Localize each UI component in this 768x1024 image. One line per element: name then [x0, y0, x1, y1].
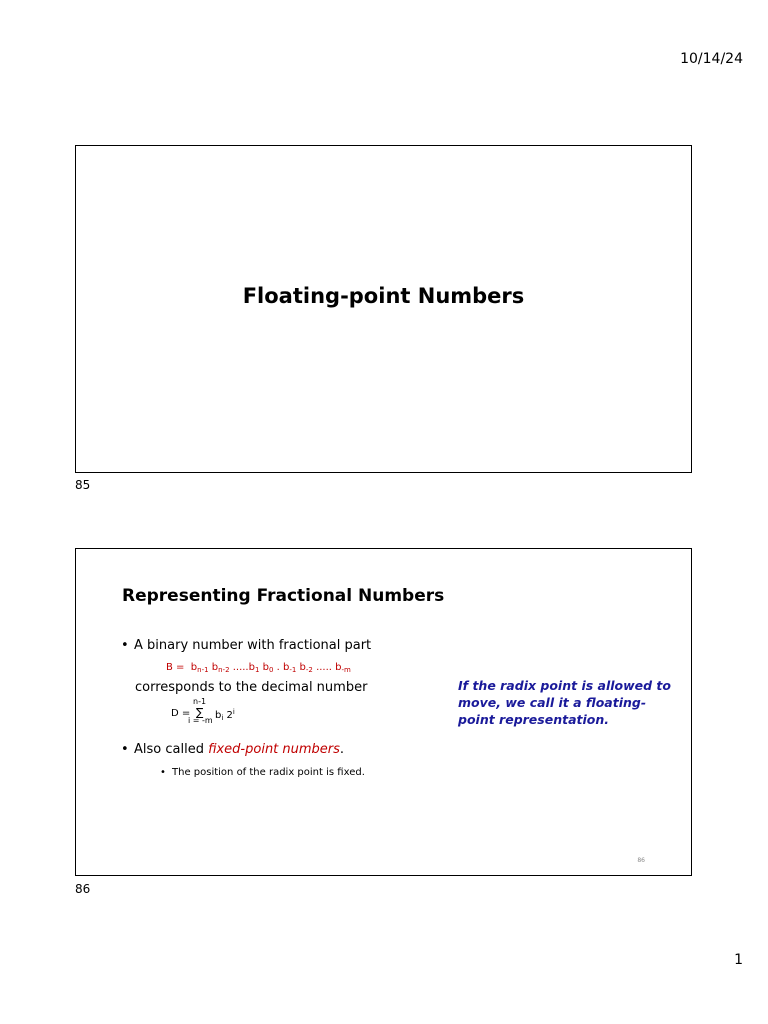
formula-binary: [166, 662, 351, 674]
formula-term: .....b: [232, 662, 255, 673]
slide-86: [75, 548, 692, 876]
bullet-dot: •: [160, 767, 166, 778]
floating-point-callout: If the radix point is allowed to move, we call it a floating-point representation.: [458, 678, 671, 727]
formula-lhs: D =: [171, 708, 191, 719]
sum-term: [215, 708, 235, 722]
subbullet-text: The position of the radix point is fixed.: [172, 767, 365, 778]
formula-term: . b: [276, 662, 290, 673]
formula-subscript: n-1: [197, 666, 209, 674]
bullet-fixed-point: [121, 742, 344, 757]
term-superscript: i: [232, 708, 235, 716]
slide-number-label: 86: [75, 882, 91, 896]
fixed-point-emphasis: fixed-point numbers: [208, 742, 340, 757]
bullet-text: A binary number with fractional part: [134, 638, 372, 653]
formula-subscript: -m: [341, 666, 351, 674]
sum-lower-limit: i = -m: [188, 716, 213, 725]
formula-subscript: -2: [305, 666, 313, 674]
bullet-binary-number: [121, 638, 371, 653]
sigma-symbol: ∑: [196, 706, 204, 719]
formula-term: ..... b: [316, 662, 342, 673]
slide-corner-number: 86: [637, 857, 645, 864]
page-number: 1: [734, 952, 743, 968]
bullet-dot: •: [121, 742, 129, 757]
subbullet-radix-fixed: [160, 767, 365, 778]
document-date: 10/14/24: [680, 51, 743, 67]
slide-85: [75, 145, 692, 473]
bullet-suffix: .: [339, 742, 345, 757]
slide-number-label: 85: [75, 478, 91, 492]
term-base: 2: [226, 710, 233, 721]
formula-term: b: [299, 662, 306, 673]
bullet-text: Also called: [134, 742, 209, 757]
formula-subscript: 1: [254, 666, 260, 674]
term-b: b: [215, 710, 222, 721]
corresponds-text: corresponds to the decimal number: [135, 680, 368, 695]
formula-term: b: [190, 662, 198, 673]
formula-decimal: [171, 697, 251, 729]
slide-title: Floating-point Numbers: [242, 284, 525, 308]
formula-subscript: 0: [268, 666, 274, 674]
formula-term: b: [211, 662, 219, 673]
formula-subscript: -1: [289, 666, 297, 674]
term-subscript: i: [221, 714, 224, 722]
formula-prefix: B =: [166, 662, 185, 673]
sum-upper-limit: n-1: [193, 697, 207, 706]
formula-subscript: n-2: [218, 666, 230, 674]
slide-title: Representing Fractional Numbers: [122, 586, 445, 606]
formula-term: b: [262, 662, 269, 673]
bullet-dot: •: [121, 638, 129, 653]
